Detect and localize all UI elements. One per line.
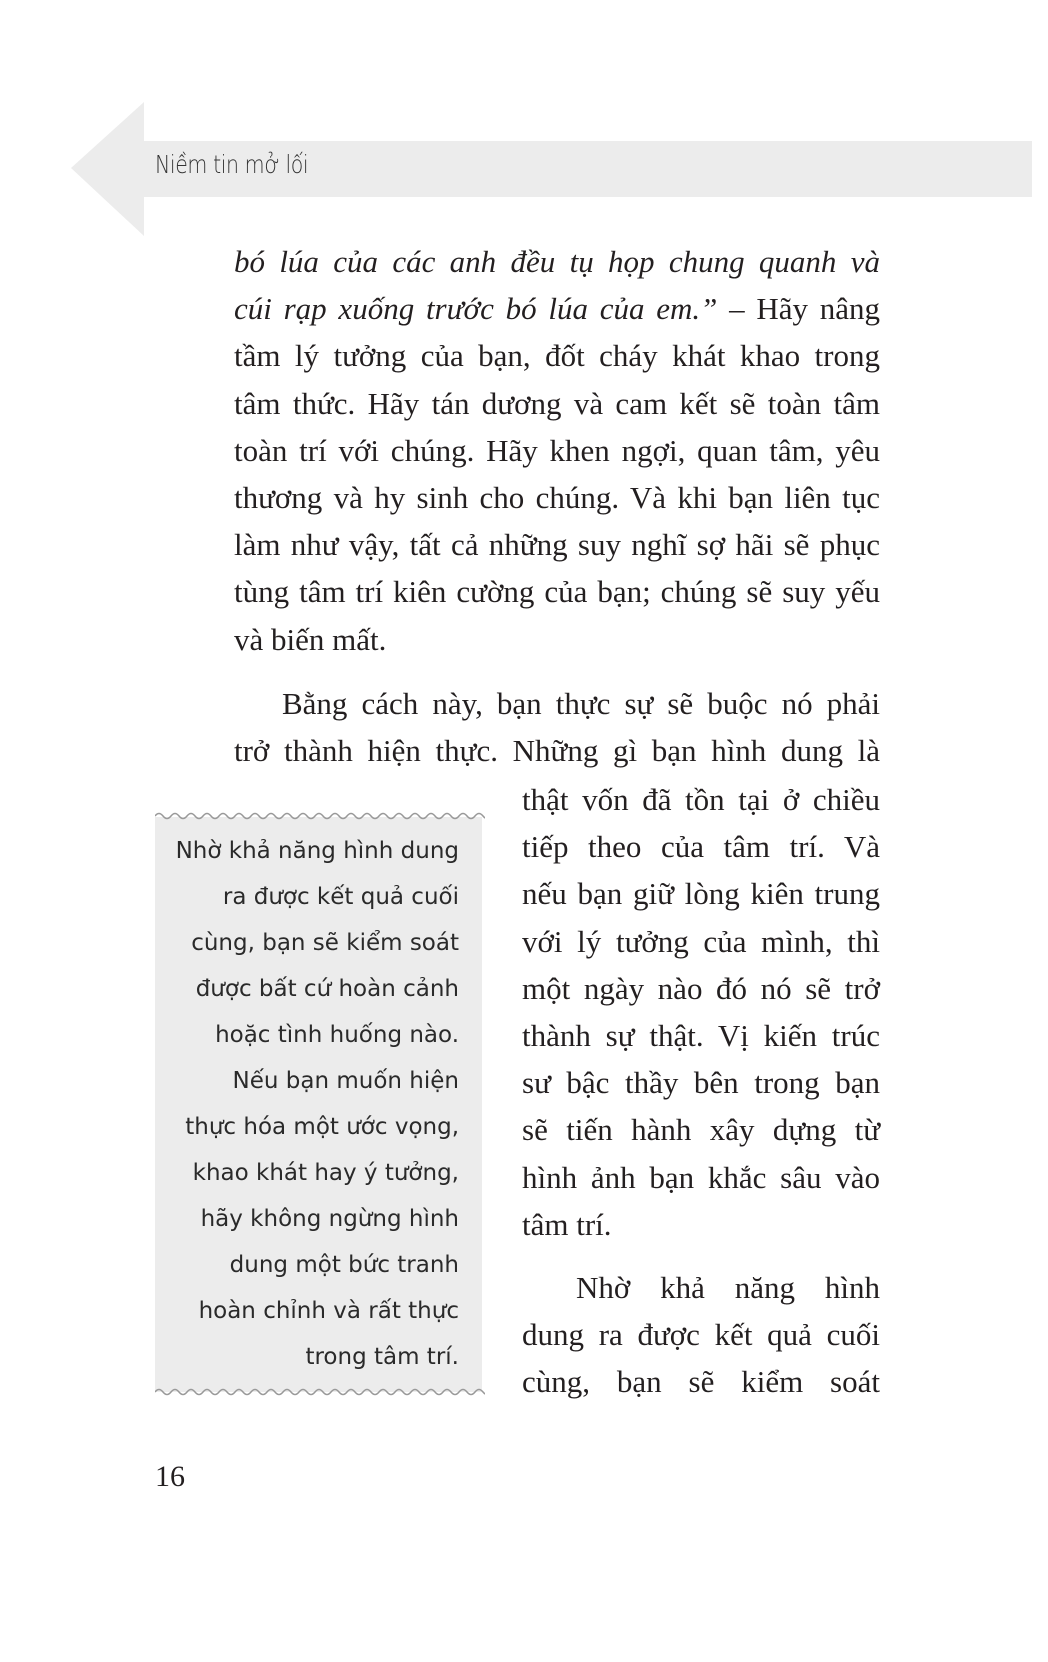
header-arrow-icon	[0, 0, 1048, 250]
pull-quote-line: hoặc tình huống nào.	[215, 1022, 459, 1048]
pull-quote-line: Nhờ khả năng hình dung	[175, 838, 459, 864]
text-line: Nhờ khả năng hình	[576, 1270, 880, 1305]
text-line: tiếp theo của tâm trí. Và	[522, 829, 880, 865]
text-line: thành sự thật. Vị kiến trúc	[522, 1018, 880, 1053]
pull-quote-line: dung một bức tranh	[229, 1252, 459, 1278]
text-line: và biến mất.	[234, 621, 387, 657]
text-line: toàn trí với chúng. Hãy khen ngợi, quan tâm, yêu	[234, 432, 880, 468]
wavy-bottom-border-icon	[155, 1385, 485, 1399]
text-line: trở thành hiện thực. Những gì bạn hình dung là	[234, 733, 880, 769]
text-line: thật vốn đã tồn tại ở chiều	[522, 782, 880, 817]
italic-quote: cúi rạp xuống trước bó lúa của em.”	[234, 291, 718, 327]
text-line: dung ra được kết quả cuối	[522, 1317, 880, 1353]
text-line: cùng, bạn sẽ kiểm soát	[522, 1364, 880, 1400]
text-line: bó lúa của các anh đều tụ họp chung quanh và	[234, 244, 880, 279]
pull-quote-line: được bất cứ hoàn cảnh	[195, 976, 459, 1002]
text-line: sư bậc thầy bên trong bạn	[522, 1065, 880, 1101]
text-line: với lý tưởng của mình, thì	[522, 923, 880, 959]
text-line: hình ảnh bạn khắc sâu vào	[522, 1159, 880, 1195]
text-line: tùng tâm trí kiên cường của bạn; chúng sẽ suy yếu	[234, 574, 880, 610]
text-line: thương và hy sinh cho chúng. Và khi bạn liên tục	[234, 480, 880, 515]
text-line: Bằng cách này, bạn thực sự sẽ buộc nó phải	[282, 686, 880, 721]
text-line: làm như vậy, tất cả những suy nghĩ sợ hãi sẽ phục	[234, 527, 880, 563]
text-line: tầm lý tưởng của bạn, đốt cháy khát khao trong	[234, 338, 880, 374]
pull-quote-line: khao khát hay ý tưởng,	[192, 1160, 459, 1186]
text-line	[234, 285, 880, 333]
text-span: – Hãy nâng	[717, 291, 880, 327]
pull-quote-line: hoàn chỉnh và rất thực	[198, 1298, 459, 1324]
pull-quote-line: cùng, bạn sẽ kiểm soát	[191, 930, 459, 956]
text-line: tâm thức. Hãy tán dương và cam kết sẽ toàn tâm	[234, 385, 880, 421]
pull-quote-line: thực hóa một ước vọng,	[185, 1114, 459, 1140]
pull-quote-line: hãy không ngừng hình	[200, 1206, 459, 1232]
text-line: sẽ tiến hành xây dựng từ	[522, 1112, 880, 1148]
pull-quote-line: ra được kết quả cuối	[222, 884, 459, 910]
text-line: một ngày nào đó nó sẽ trở	[522, 970, 880, 1006]
running-header-title: Niềm tin mở lối	[155, 150, 309, 179]
text-line: tâm trí.	[522, 1206, 612, 1242]
pull-quote-line: trong tâm trí.	[305, 1344, 459, 1370]
wavy-top-border-icon	[155, 809, 485, 823]
text-line: nếu bạn giữ lòng kiên trung	[522, 876, 880, 912]
page-number: 16	[155, 1460, 185, 1493]
pull-quote-line: Nếu bạn muốn hiện	[232, 1068, 459, 1094]
